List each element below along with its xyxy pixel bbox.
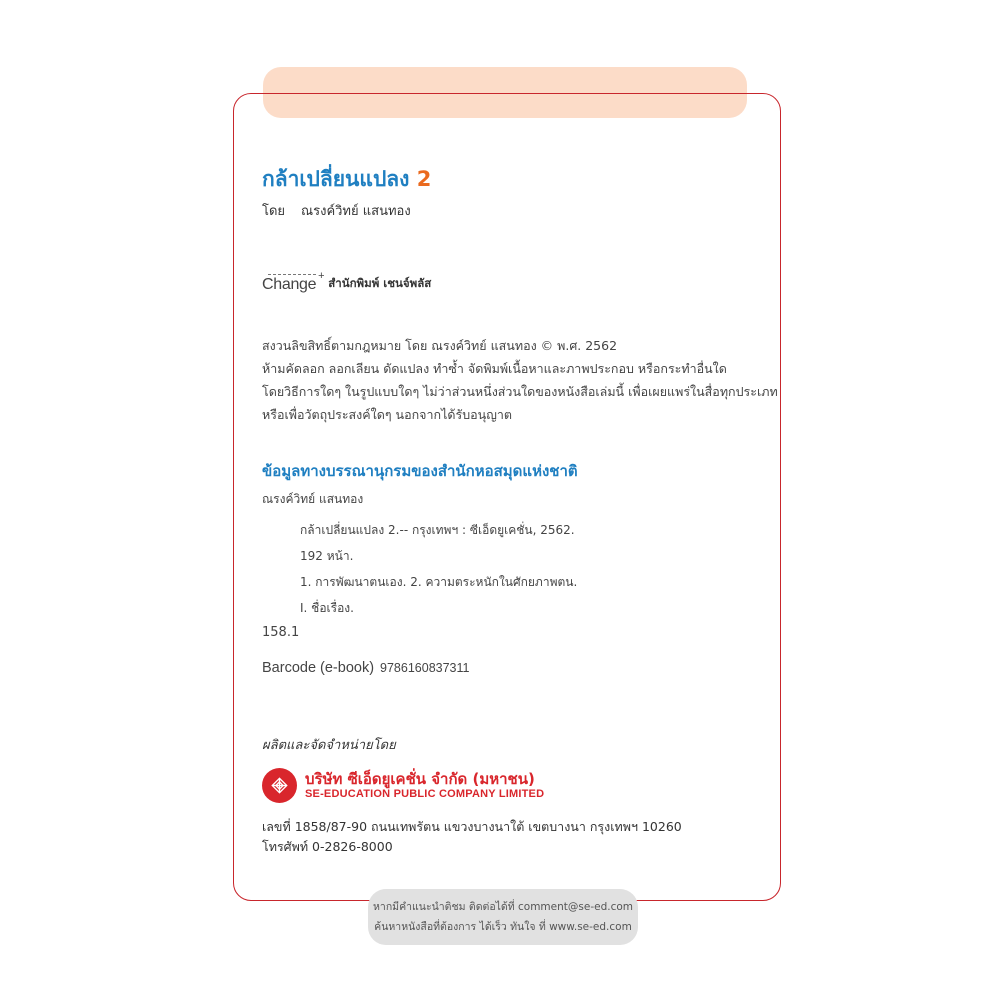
copyright-notice [262, 334, 778, 426]
author-prefix: โดย [262, 204, 286, 219]
cip-author: ณรงค์วิทย์ แสนทอง [262, 492, 364, 506]
publisher-block [262, 768, 544, 803]
address-line: เลขที่ 1858/87-90 ถนนเทพรัตน แขวงบางนาใต้ เขตบางนา กรุงเทพฯ 10260 [262, 819, 682, 834]
author-line [262, 200, 411, 221]
cip-entry: 192 หน้า. [300, 549, 354, 563]
copyright-line: หรือเพื่อวัตถุประสงค์ใดๆ นอกจากได้รับอนุญาต [262, 407, 512, 422]
imprint [262, 270, 432, 293]
imprint-name: สำนักพิมพ์ เชนจ์พลัส [328, 276, 432, 290]
change-plus-logo: Change + [262, 270, 325, 293]
website-line: ค้นหาหนังสือที่ต้องการ ได้เร็ว ทันใจ ที่ www.se-ed.com [374, 921, 632, 933]
book-title-text: กล้าเปลี่ยนแปลง [262, 167, 410, 191]
class-number: 158.1 [262, 625, 300, 640]
phone-line: โทรศัพท์ 0-2826-8000 [262, 839, 393, 854]
barcode-line [262, 660, 469, 676]
distributed-by-label: ผลิตและจัดจำหน่ายโดย [262, 738, 396, 753]
cip-entry: I. ชื่อเรื่อง. [300, 601, 354, 615]
author-name: ณรงค์วิทย์ แสนทอง [301, 204, 411, 219]
copyright-line: โดยวิธีการใดๆ ในรูปแบบใดๆ ไม่ว่าส่วนหนึ่งส่วนใดของหนังสือเล่มนี้ เพื่อเผยแพร่ในสื่อทุกประเภท [262, 384, 778, 399]
copyright-line: สงวนลิขสิทธิ์ตามกฎหมาย โดย ณรงค์วิทย์ แสนทอง © พ.ศ. 2562 [262, 338, 618, 353]
cip-entry: กล้าเปลี่ยนแปลง 2.-- กรุงเทพฯ : ซีเอ็ดยูเคชั่น, 2562. [300, 523, 575, 537]
se-ed-logo-icon [262, 768, 297, 803]
cip-entries [300, 517, 577, 621]
copyright-line: ห้ามคัดลอก ลอกเลียน ดัดแปลง ทำซ้ำ จัดพิมพ์เนื้อหาและภาพประกอบ หรือกระทำอื่นใด [262, 361, 727, 376]
cip-entry: 1. การพัฒนาตนเอง. 2. ความตระหนักในศักยภาพตน. [300, 575, 578, 589]
publisher-name-thai: บริษัท ซีเอ็ดยูเคชั่น จำกัด (มหาชน) [305, 770, 535, 788]
cip-title: ข้อมูลทางบรรณานุกรมของสำนักหอสมุดแห่งชาติ [262, 462, 578, 480]
barcode-number: 9786160837311 [380, 661, 470, 675]
feedback-line: หากมีคำแนะนำติชม ติดต่อได้ที่ comment@se-ed.com [373, 901, 633, 913]
book-volume: 2 [416, 167, 432, 191]
publisher-address [262, 817, 682, 857]
barcode-label: Barcode (e-book) [262, 660, 375, 676]
book-title [262, 163, 431, 196]
publisher-name-english: SE-EDUCATION PUBLIC COMPANY LIMITED [305, 788, 545, 800]
contact-band [368, 889, 638, 945]
